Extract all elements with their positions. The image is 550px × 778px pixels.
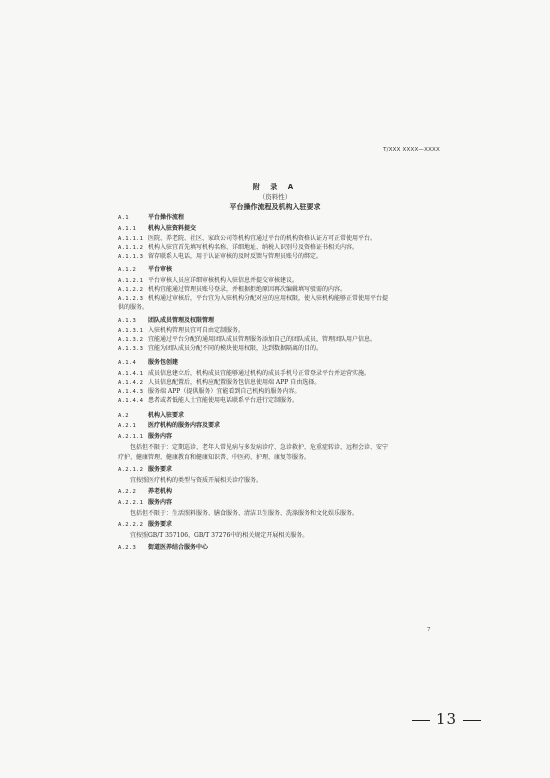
clause-line: [118, 532, 308, 540]
clause-number: A.1: [118, 215, 129, 221]
clause-text: 服务要求: [148, 521, 173, 528]
clause-number: A.1.1.1: [118, 236, 144, 242]
clause-text: 供的服务。: [118, 304, 149, 311]
clause-text: 留存联系人电话，用于认证审核的及时反馈与管理员账号的绑定。: [148, 253, 323, 260]
clause-text: 患者或者低能人士宜能使用电话联系平台进行定制服务。: [148, 397, 299, 404]
clause-line: [118, 370, 370, 378]
clause-number: A.2.1.1: [118, 434, 144, 440]
clause-line: [118, 277, 298, 285]
section-heading: [118, 225, 196, 233]
section-heading: [118, 317, 214, 325]
clause-number: A.2.1: [118, 423, 137, 429]
section-heading: [118, 214, 184, 222]
clause-text: 医院、养老院、社区、家政公司等机构宜通过平台的机构资格认证方可正常使用平台。: [148, 235, 377, 242]
clause-text: 机构入驻资料提交: [148, 225, 197, 232]
clause-text: 平台操作流程: [148, 214, 185, 221]
clause-text: 疗护、健康管理、健康教育和健康知识普、中医药、护理、康复等服务。: [118, 454, 311, 461]
clause-number: A.2.2.1: [118, 500, 144, 506]
clause-number: A.2.1.2: [118, 467, 144, 473]
clause-text: 服务要求: [148, 466, 173, 473]
clause-text: 服务包创建: [148, 359, 179, 366]
clause-text: 机构入驻宜首先填写机构名称、详细地址、纳税人识别号及资格证书相关内容。: [148, 244, 359, 251]
clause-line: [118, 345, 322, 353]
clause-line: [118, 510, 358, 518]
clause-text: 服务内容: [148, 499, 173, 506]
annex-title: 平台操作流程及机构入驻要求: [229, 203, 321, 211]
clause-line: [118, 253, 322, 261]
clause-text: 团队成员管理及权限管理: [148, 317, 215, 324]
section-heading: [118, 359, 178, 367]
clause-text: 宜能为团队成员分配不同的模块使用权限，达到数据隔离的目的。: [148, 345, 323, 352]
clause-line: [118, 336, 376, 344]
clause-number: A.2.2: [118, 489, 137, 495]
footer-dash-left: [412, 720, 430, 721]
clause-number: A.1.3.2: [118, 337, 144, 343]
annex-label: 附 录 A: [252, 183, 298, 191]
clause-text: 入驻机构管理员宜可自由定制服务。: [148, 327, 245, 334]
section-heading: [118, 433, 172, 441]
clause-text: 宜按照GB/T 357106、GB/T 37276中的相关规定开展相关服务。: [130, 532, 309, 539]
clause-number: A.1.3: [118, 318, 137, 324]
clause-text: 包括但不限于：生活照料服务、膳食服务、清洁卫生服务、洗涤服务和文化娱乐服务。: [130, 510, 359, 517]
clause-number: A.1.3.1: [118, 328, 144, 334]
clause-text: 平台审核人员应详细审核机构入驻信息并提交审核建议。: [148, 277, 299, 284]
clause-text: 机构宜能通过管理员账号登录，并根据拒绝原因再次编辑填写驳需的内容。: [148, 286, 347, 293]
clause-text: 宜能通过平台分配的通用团队成员管理服务添加自己的团队成员，管理团队用户信息。: [148, 336, 377, 343]
clause-number: A.1.1: [118, 226, 137, 232]
section-heading: [118, 422, 220, 430]
page-footer: [406, 710, 487, 728]
clause-line: [118, 244, 358, 252]
clause-text: 街道医养结合服务中心: [148, 544, 209, 551]
clause-number: A.1.1.2: [118, 245, 144, 251]
clause-text: 养老机构: [148, 488, 173, 495]
clause-number: A.1.4: [118, 360, 137, 366]
clause-number: A.1.4.2: [118, 380, 144, 386]
clause-number: A.1.4.1: [118, 371, 144, 377]
clause-line: [118, 304, 148, 312]
clause-number: A.1.2.2: [118, 287, 144, 293]
clause-number: A.2: [118, 413, 129, 419]
clause-line: [118, 235, 376, 243]
clause-text: 平台审核: [148, 266, 173, 273]
section-heading: [118, 466, 172, 474]
clause-text: 人员信息配置后，机构应配置服务包信息使用端 APP 自由选择。: [148, 379, 321, 386]
clause-number: A.1.4.4: [118, 398, 144, 404]
clause-number: A.2.3: [118, 545, 137, 551]
clause-number: A.1.3.3: [118, 346, 144, 352]
clause-number: A.1.2.1: [118, 278, 144, 284]
clause-text: 机构通过审核后，平台宜为入驻机构分配对应的应用权限，使入驻机构能够正常使用平台提: [148, 295, 389, 302]
clause-line: [118, 388, 300, 396]
section-heading: [118, 499, 172, 507]
clause-number: A.2.2.2: [118, 522, 144, 528]
clause-text: 机构入驻要求: [148, 412, 185, 419]
section-heading: [118, 412, 184, 420]
page-number: 13: [436, 710, 458, 728]
clause-line: [118, 379, 320, 387]
section-heading: [118, 266, 172, 274]
clause-number: A.1.2.3: [118, 296, 144, 302]
section-heading: [118, 544, 208, 552]
clause-number: A.1.2: [118, 267, 137, 273]
clause-text: 服务内容: [148, 433, 173, 440]
clause-text: 包括但不限于：定期巡诊、老年人常见病与多发病诊疗、急诊救护、危重症转诊、远程会诊、安宁: [130, 444, 389, 451]
clause-line: [118, 444, 388, 452]
clause-text: 宜按照医疗机构的类型与资质开展相关诊疗服务。: [130, 477, 263, 484]
clause-line: [118, 295, 388, 303]
clause-text: 医疗机构的服务内容及要求: [148, 422, 221, 429]
clause-text: 成员信息建立后，机构成员宜能够通过机构的成员手机号正常登录平台并运营实施。: [148, 370, 371, 377]
page-number-small: 7: [427, 627, 431, 633]
clause-line: [118, 477, 262, 485]
standard-code: T/XXX XXXX—XXXX: [383, 147, 440, 153]
section-heading: [118, 521, 172, 529]
footer-dash-right: [463, 720, 481, 721]
clause-line: [118, 397, 298, 405]
clause-line: [118, 327, 244, 335]
clause-number: A.1.4.3: [118, 389, 144, 395]
section-heading: [118, 488, 172, 496]
clause-line: [118, 286, 346, 294]
clause-line: [118, 454, 310, 462]
annex-nature: （资料性）: [258, 193, 292, 201]
clause-text: 服务端 APP（提供服务）宜能看到自己机构的服务内容。: [148, 388, 301, 395]
clause-number: A.1.1.3: [118, 254, 144, 260]
